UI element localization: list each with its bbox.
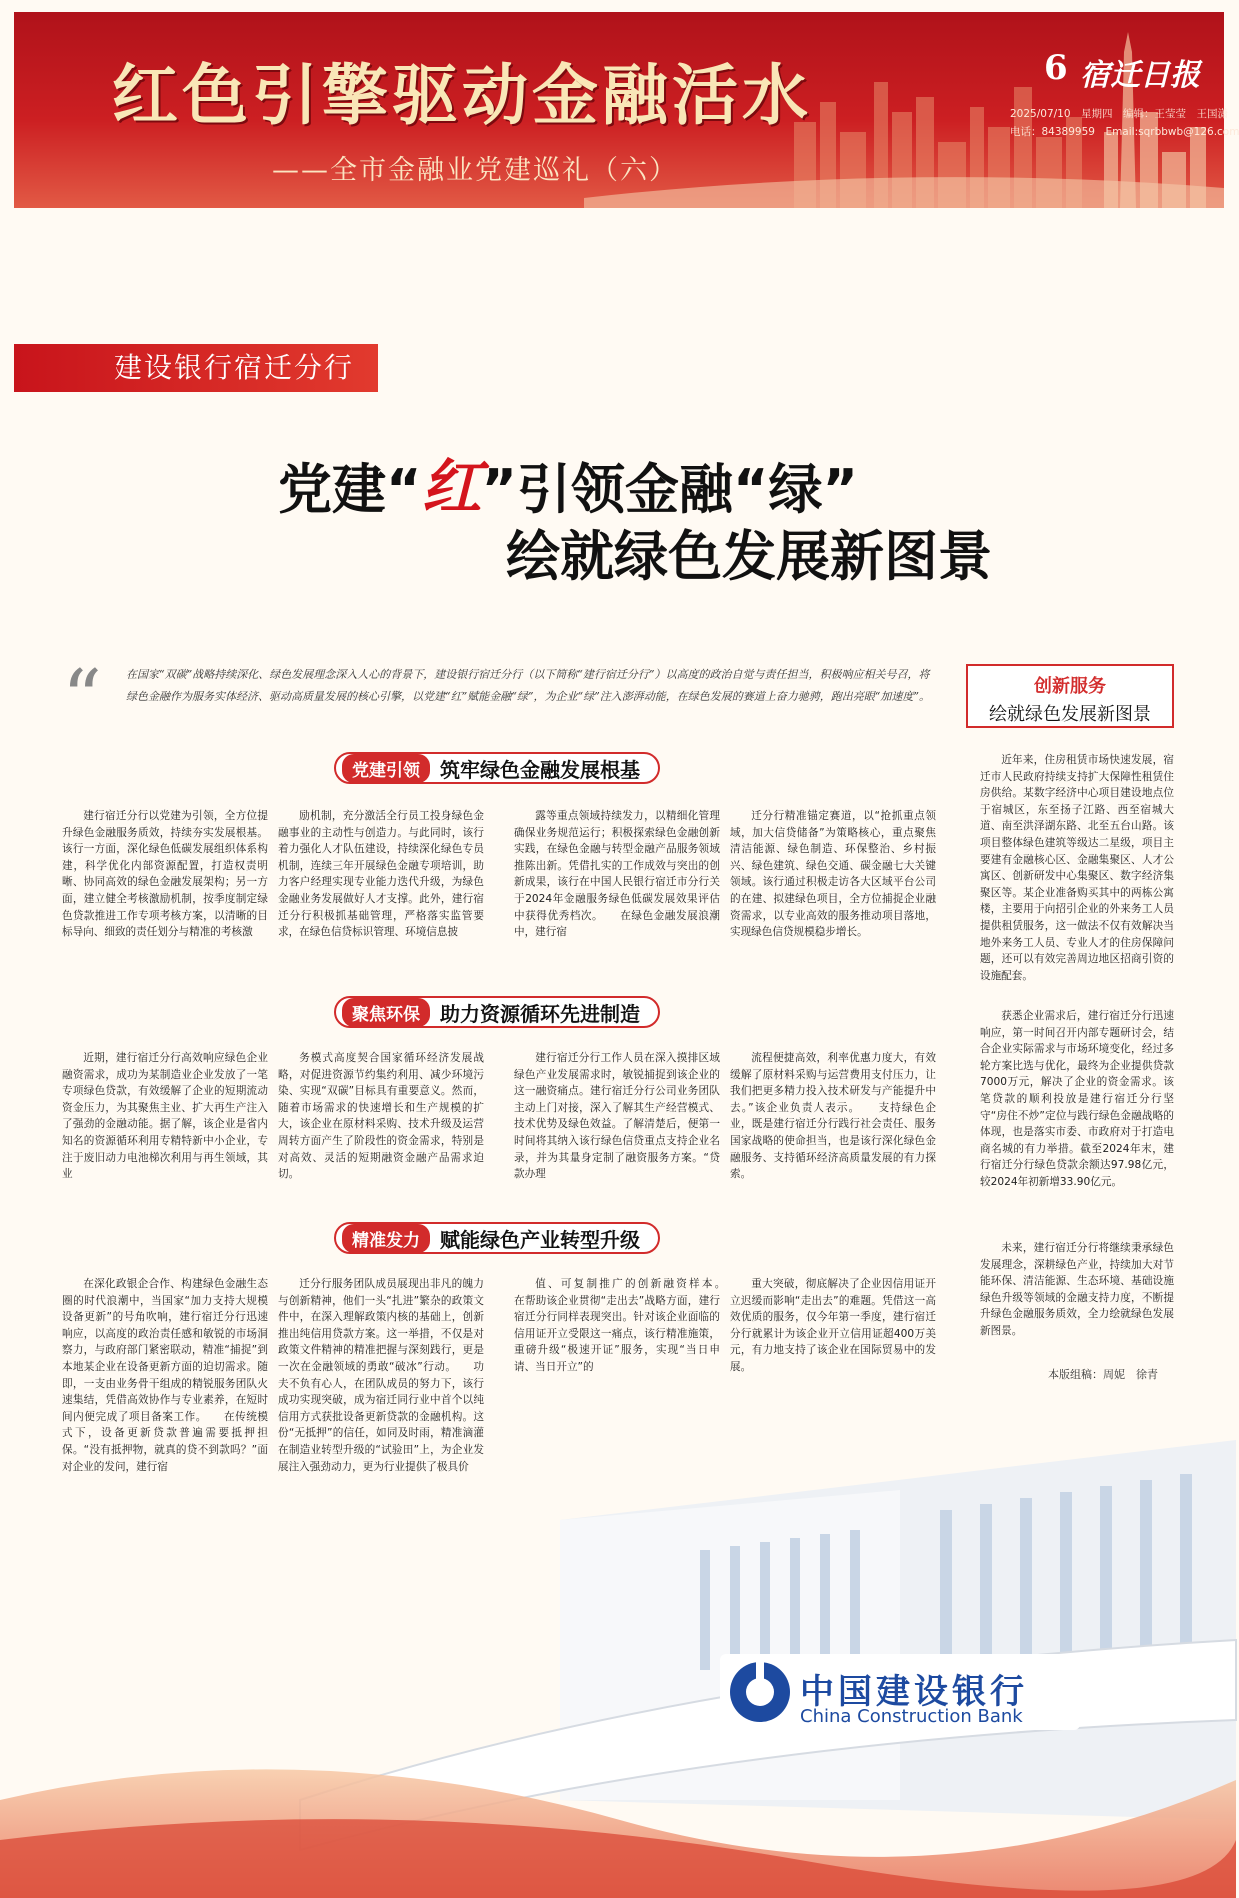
section-header-title: 赋能绿色产业转型升级 <box>440 1227 640 1252</box>
headline-part-b: ”引领金融“绿” <box>481 458 858 521</box>
sidebar-paragraph: 近年来，住房租赁市场快速发展，宿迁市人民政府持续支持扩大保障性租赁住房供给。某数字经济中心项目建设地点位于宿城区，东至扬子江路、西至宿城大道、南至洪泽湖东路、北至五台山路。该项目整体绿色建筑等级达二星级，项目主要建有金融核心区、金融集聚区、人才公寓区、创新研发中心集聚区、数字经济集聚区等。某企业准备购买其中的两栋公寓楼，主要用于向招引企业的外来务工人员提供租赁服务，这一做法不仅有效解决当地外来务工人员、专业人才的住房保障问题，还可以有效完善周边地区招商引资的设施配套。 <box>980 754 1174 982</box>
section-header-tag: 党建引领 <box>342 754 430 783</box>
sidebar-title: 绘就绿色发展新图景 <box>989 704 1151 725</box>
bank-name-en: China Construction Bank <box>800 1706 1023 1727</box>
section-header-2 <box>334 996 660 1028</box>
contact-line: 电话：84389959 Email:sqrbbwb@126.com <box>1010 126 1239 138</box>
headline-line2: 绘就绿色发展新图景 <box>506 525 992 588</box>
intro-paragraph: 在国家“双碳”战略持续深化、绿色发展理念深入人心的背景下，建设银行宿迁分行（以下简称“建行宿迁分行”）以高度的政治自觉与责任担当，积极响应相关号召，将绿色金融作为服务实体经济、驱动高质量发展的核心引擎，以党建“红”赋能金融“绿”，为企业“绿”注入澎湃动能，在绿色发展的赛道上奋力驰骋，跑出亮眼“加速度”。 <box>126 668 930 703</box>
sub-title: ——全市金融业党建巡礼（六） <box>272 155 678 186</box>
section-header-3 <box>334 1222 660 1254</box>
sidebar-paragraph: 未来，建行宿迁分行将继续秉承绿色发展理念，深耕绿色产业，持续加大对节能环保、清洁能源、生态环境、基础设施绿色升级等领域的金融支持力度，不断提升绿色金融服务质效，全力绘就绿色发展新图景。 <box>980 1242 1174 1337</box>
main-title: 红色引擎驱动金融活水 <box>112 56 812 134</box>
article-column: 近期，建行宿迁分行高效响应绿色企业融资需求，成功为某制造业企业发放了一笔专项绿色贷款，有效缓解了企业的短期流动资金压力，为其聚焦主业、扩大再生产注入了强劲的金融动能。据了解，该企业是省内知名的资源循环利用专精特新中小企业，专注于废旧动力电池梯次利用与再生领域，其业 <box>62 1052 268 1181</box>
section-header-title: 筑牢绿色金融发展根基 <box>440 757 640 782</box>
article-column: 迁分行服务团队成员展现出非凡的魄力与创新精神，他们一头“扎进”繁杂的政策文件中，在深入理解政策内核的基础上，创新推出纯信用贷款方案。这一举措，不仅是对政策文件精神的精准把握与深刻践行，更是一次在金融领域的勇敢“破冰”行动。 功夫不负有心人，在团队成员的努力下，该行成功实现突破，成为宿迁同行业中首个以纯信用方式获批设备更新贷款的金融机构。这份“无抵押”的信任，如同及时雨，精准滴灌在制造业转型升级的“试验田”上，为企业发展注入强劲动力，更为行业提供了极具价 <box>278 1278 484 1473</box>
date-editor-line: 2025/07/10 星期四 编辑：王莹莹 王国潇 <box>1010 108 1229 120</box>
article-column: 迁分行精准锚定赛道，以“抢抓重点领域，加大信贷储备”为策略核心，重点聚焦清洁能源、绿色制造、环保整治、乡村振兴、绿色建筑、绿色交通、碳金融七大关键领域。该行通过积极走访各大区域平台公司的在建、拟建绿色项目，全方位捕捉企业融资需求，以专业高效的服务推动项目落地，实现绿色信贷规模稳步增长。 <box>730 810 936 939</box>
article-column: 务模式高度契合国家循环经济发展战略，对促进资源节约集约利用、减少环境污染、实现“双碳”目标具有重要意义。然而，随着市场需求的快速增长和生产规模的扩大，该企业在原材料采购、技术升级及运营周转方面产生了阶段性的资金需求，特别是对高效、灵活的短期融资金融产品需求迫切。 <box>278 1052 484 1181</box>
section-header-1 <box>334 752 660 784</box>
section-tag: 建设银行宿迁分行 <box>14 344 378 392</box>
section-header-tag: 精准发力 <box>342 1224 430 1253</box>
article-column: 流程便捷高效，利率优惠力度大，有效缓解了原材料采购与运营费用支付压力，让我们把更多精力投入技术研发与产能提升中去。”该企业负责人表示。 支持绿色企业，既是建行宿迁分行践行社会责任、服务国家战略的使命担当，也是该行深化绿色金融服务、支持循环经济高质量发展的有力探索。 <box>730 1052 936 1181</box>
page-number: 6 <box>1044 48 1068 88</box>
quote-icon: “ <box>62 654 102 744</box>
sidebar-paragraph: 获悉企业需求后，建行宿迁分行迅速响应，第一时间召开内部专题研讨会，结合企业实际需求与市场环境变化，经过多轮方案比选与优化，最终为企业提供贷款7000万元，解决了企业的资金需求。该笔贷款的顺利投放是建行宿迁分行坚守“房住不炒”定位与践行绿色金融战略的体现，也是落实市委、市政府对于打造电商名城的有力举措。截至2024年末，建行宿迁分行绿色贷款余额达97.98亿元，较2024年初新增33.90亿元。 <box>980 1010 1174 1188</box>
headline-red-char: 红 <box>421 453 482 523</box>
article-column: 在深化政银企合作、构建绿色金融生态圈的时代浪潮中，当国家“加力支持大规模设备更新”的号角吹响，建行宿迁分行迅速响应，以高度的政治责任感和敏锐的市场洞察力，与政府部门紧密联动，精准“捕捉”到本地某企业在设备更新方面的迫切需求。随即，一支由业务骨干组成的精锐服务团队火速集结，凭借高效协作与专业素养，在短时间内便完成了项目备案工作。 在传统模式下，设备更新贷款普遍需要抵押担保。“没有抵押物，就真的贷不到款吗？”面对企业的发问，建行宿 <box>62 1278 268 1473</box>
editor-credit: 本版组稿：周妮 徐青 <box>1048 1368 1158 1381</box>
sidebar-tag: 创新服务 <box>1034 676 1106 697</box>
article-column: 值、可复制推广的创新融资样本。 在帮助该企业贯彻“走出去”战略方面，建行宿迁分行同样表现突出。针对该企业面临的信用证开立受限这一痛点，该行精准施策，重磅升级“极速开证”服务，实现“当日申请、当日开立”的 <box>514 1278 742 1373</box>
bank-name-cn: 中国建设银行 <box>800 1672 1028 1712</box>
article-column: 励机制，充分激活全行员工投身绿色金融事业的主动性与创造力。与此同时，该行着力强化人才队伍建设，持续深化绿色专员机制，连续三年开展绿色金融专项培训，助力客户经理实现专业能力迭代升级，为绿色金融业务发展做好人才支撑。此外，建行宿迁分行积极抓基础管理，严格落实监管要求，在绿色信贷标识管理、环境信息披 <box>278 810 484 939</box>
bank-building-illustration <box>0 1400 1236 1898</box>
section-header-title: 助力资源循环先进制造 <box>440 1001 640 1026</box>
sidebar-header-box <box>966 664 1174 728</box>
article-column: 建行宿迁分行工作人员在深入摸排区域绿色产业发展需求时，敏锐捕捉到该企业的这一融资痛点。建行宿迁分行公司业务团队主动上门对接，深入了解其生产经营模式、技术优势及绿色效益。了解清楚后，便第一时间将其纳入该行绿色信贷重点支持企业名录，并为其量身定制了融资服务方案。“贷款办理 <box>514 1052 720 1181</box>
article-column: 重大突破，彻底解决了企业因信用证开立迟缓而影响“走出去”的难题。凭借这一高效优质的服务，仅今年第一季度，建行宿迁分行就累计为该企业开立信用证超400万美元，有力地支持了该企业在国际贸易中的发展。 <box>730 1278 936 1373</box>
paper-name-logo: 宿迁日报 <box>1080 58 1200 93</box>
article-column: 露等重点领域持续发力，以精细化管理确保业务规范运行；积极探索绿色金融创新实践，在绿色金融与转型金融产品服务领域推陈出新。凭借扎实的工作成效与突出的创新成果，该行在中国人民银行宿迁市分行关于2024年金融服务绿色低碳发展效果评估中获得优秀档次。 在绿色金融发展浪潮中，建行宿 <box>514 810 720 939</box>
section-header-tag: 聚焦环保 <box>342 998 430 1027</box>
article-column: 建行宿迁分行以党建为引领，全方位提升绿色金融服务质效，持续夯实发展根基。该行一方面，深化绿色低碳发展组织体系构建，科学优化内部资源配置，打造权责明晰、协同高效的绿色金融发展架构；另一方面，建立健全考核激励机制，按季度制定绿色贷款推进工作专项考核方案，以清晰的目标导向、细致的责任划分与精准的考核激 <box>62 810 268 939</box>
headline-part-a: 党建“ <box>278 458 422 521</box>
